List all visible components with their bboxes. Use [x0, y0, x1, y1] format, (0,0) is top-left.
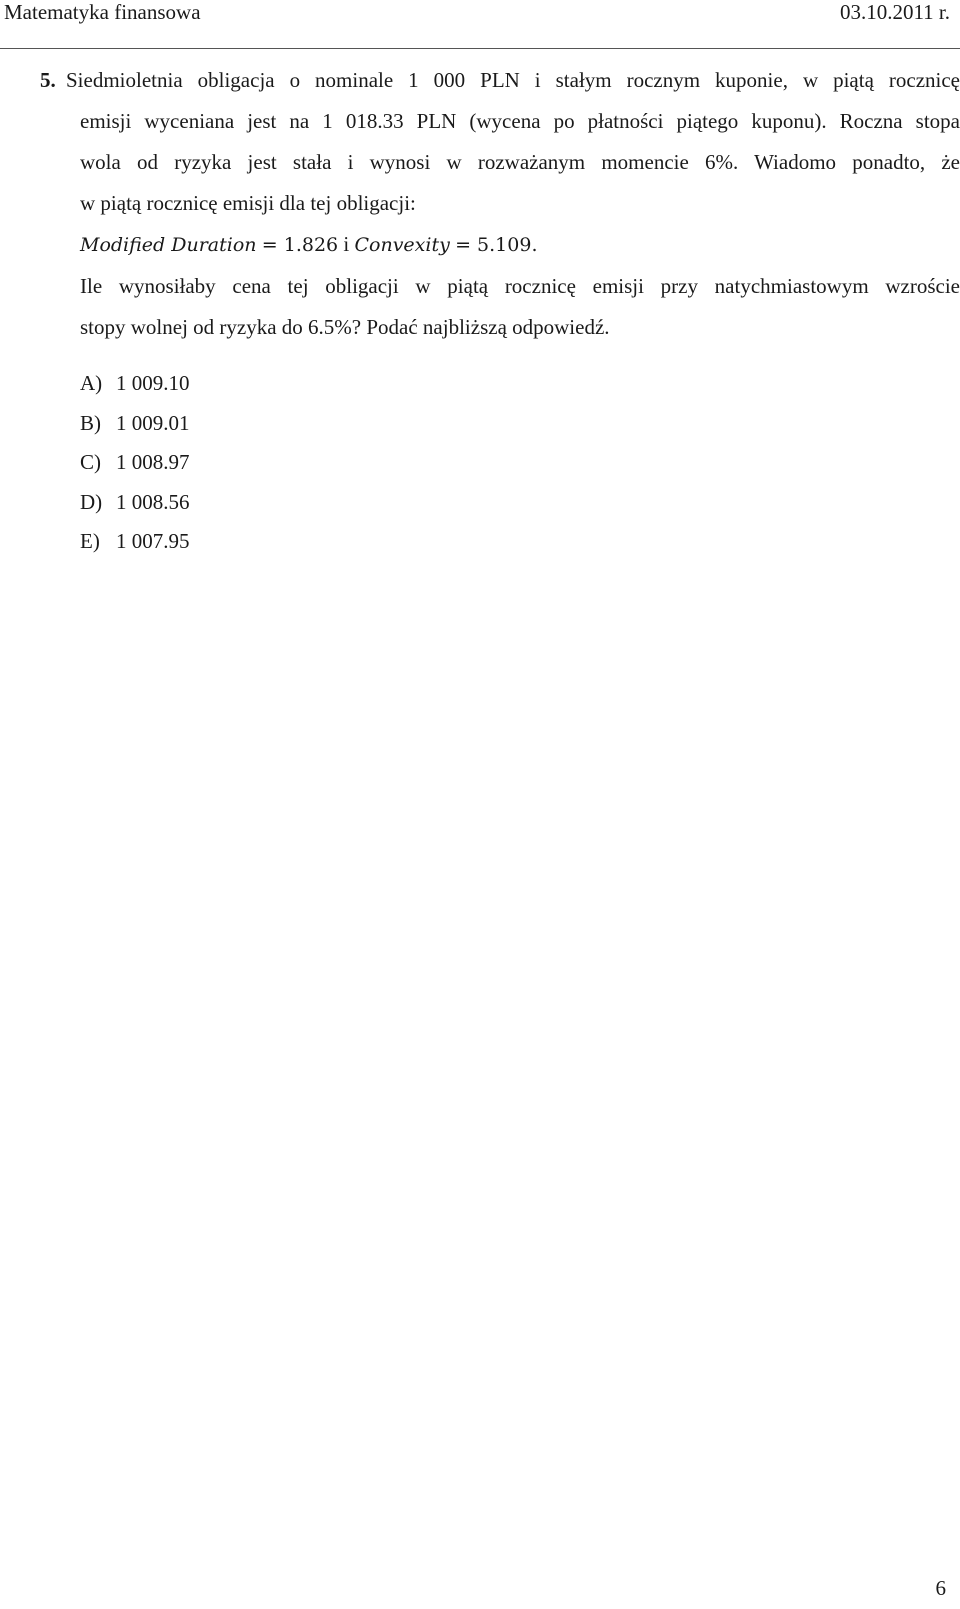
- problem-line-3: wola od ryzyka jest stała i wynosi w rozważanym momencie 6%. Wiadomo ponadto, że: [80, 150, 960, 174]
- answer-value: 1 008.97: [116, 450, 190, 474]
- question: [80, 266, 960, 348]
- problem-number: 5.: [40, 68, 56, 92]
- header-title: Matematyka finansowa: [4, 0, 201, 24]
- answer-option: [80, 483, 190, 523]
- formula-md-label: Modified Duration: [80, 234, 257, 256]
- answer-label: A): [80, 371, 103, 395]
- problem-line-4: w piątą rocznicę emisji dla tej obligacji:: [80, 191, 416, 215]
- answer-label: E): [80, 529, 100, 553]
- answer-value: 1 008.56: [116, 489, 190, 514]
- formula-cx-label: Convexity: [354, 234, 450, 256]
- page-header: [0, 0, 960, 49]
- formula-line: [80, 224, 960, 266]
- answer-label: C): [80, 450, 101, 474]
- answer-list: [80, 364, 190, 562]
- answer-value: 1 007.95: [116, 529, 190, 553]
- formula-md-value: = 1.826: [261, 234, 339, 256]
- answer-label: D): [80, 489, 103, 514]
- answer-option: [80, 364, 190, 404]
- answer-option: [80, 522, 190, 562]
- header-date: 03.10.2011 r.: [839, 0, 950, 24]
- question-line-1: Ile wynosiłaby cena tej obligacji w piątą rocznicę emisji przy natychmiastowym wzroście: [80, 274, 960, 298]
- formula-and: i: [343, 232, 350, 256]
- answer-value: 1 009.01: [116, 410, 190, 435]
- answer-label: B): [80, 410, 101, 435]
- problem-line-2: emisji wyceniana jest na 1 018.33 PLN (wycena po płatności piątego kuponu). Roczna stopa: [80, 109, 960, 133]
- problem-body: [66, 60, 960, 348]
- problem-line-1: Siedmioletnia obligacja o nominale 1 000 PLN i stałym rocznym kuponie, w piątą rocznicę: [66, 68, 960, 92]
- answer-option: [80, 404, 190, 444]
- answer-option: [80, 443, 190, 483]
- problem-statement: [66, 60, 960, 224]
- page-number: 6: [935, 1576, 946, 1600]
- answer-value: 1 009.10: [116, 371, 190, 395]
- formula-cx-value: = 5.109.: [455, 234, 538, 256]
- question-line-2: stopy wolnej od ryzyka do 6.5%? Podać najbliższą odpowiedź.: [80, 315, 610, 339]
